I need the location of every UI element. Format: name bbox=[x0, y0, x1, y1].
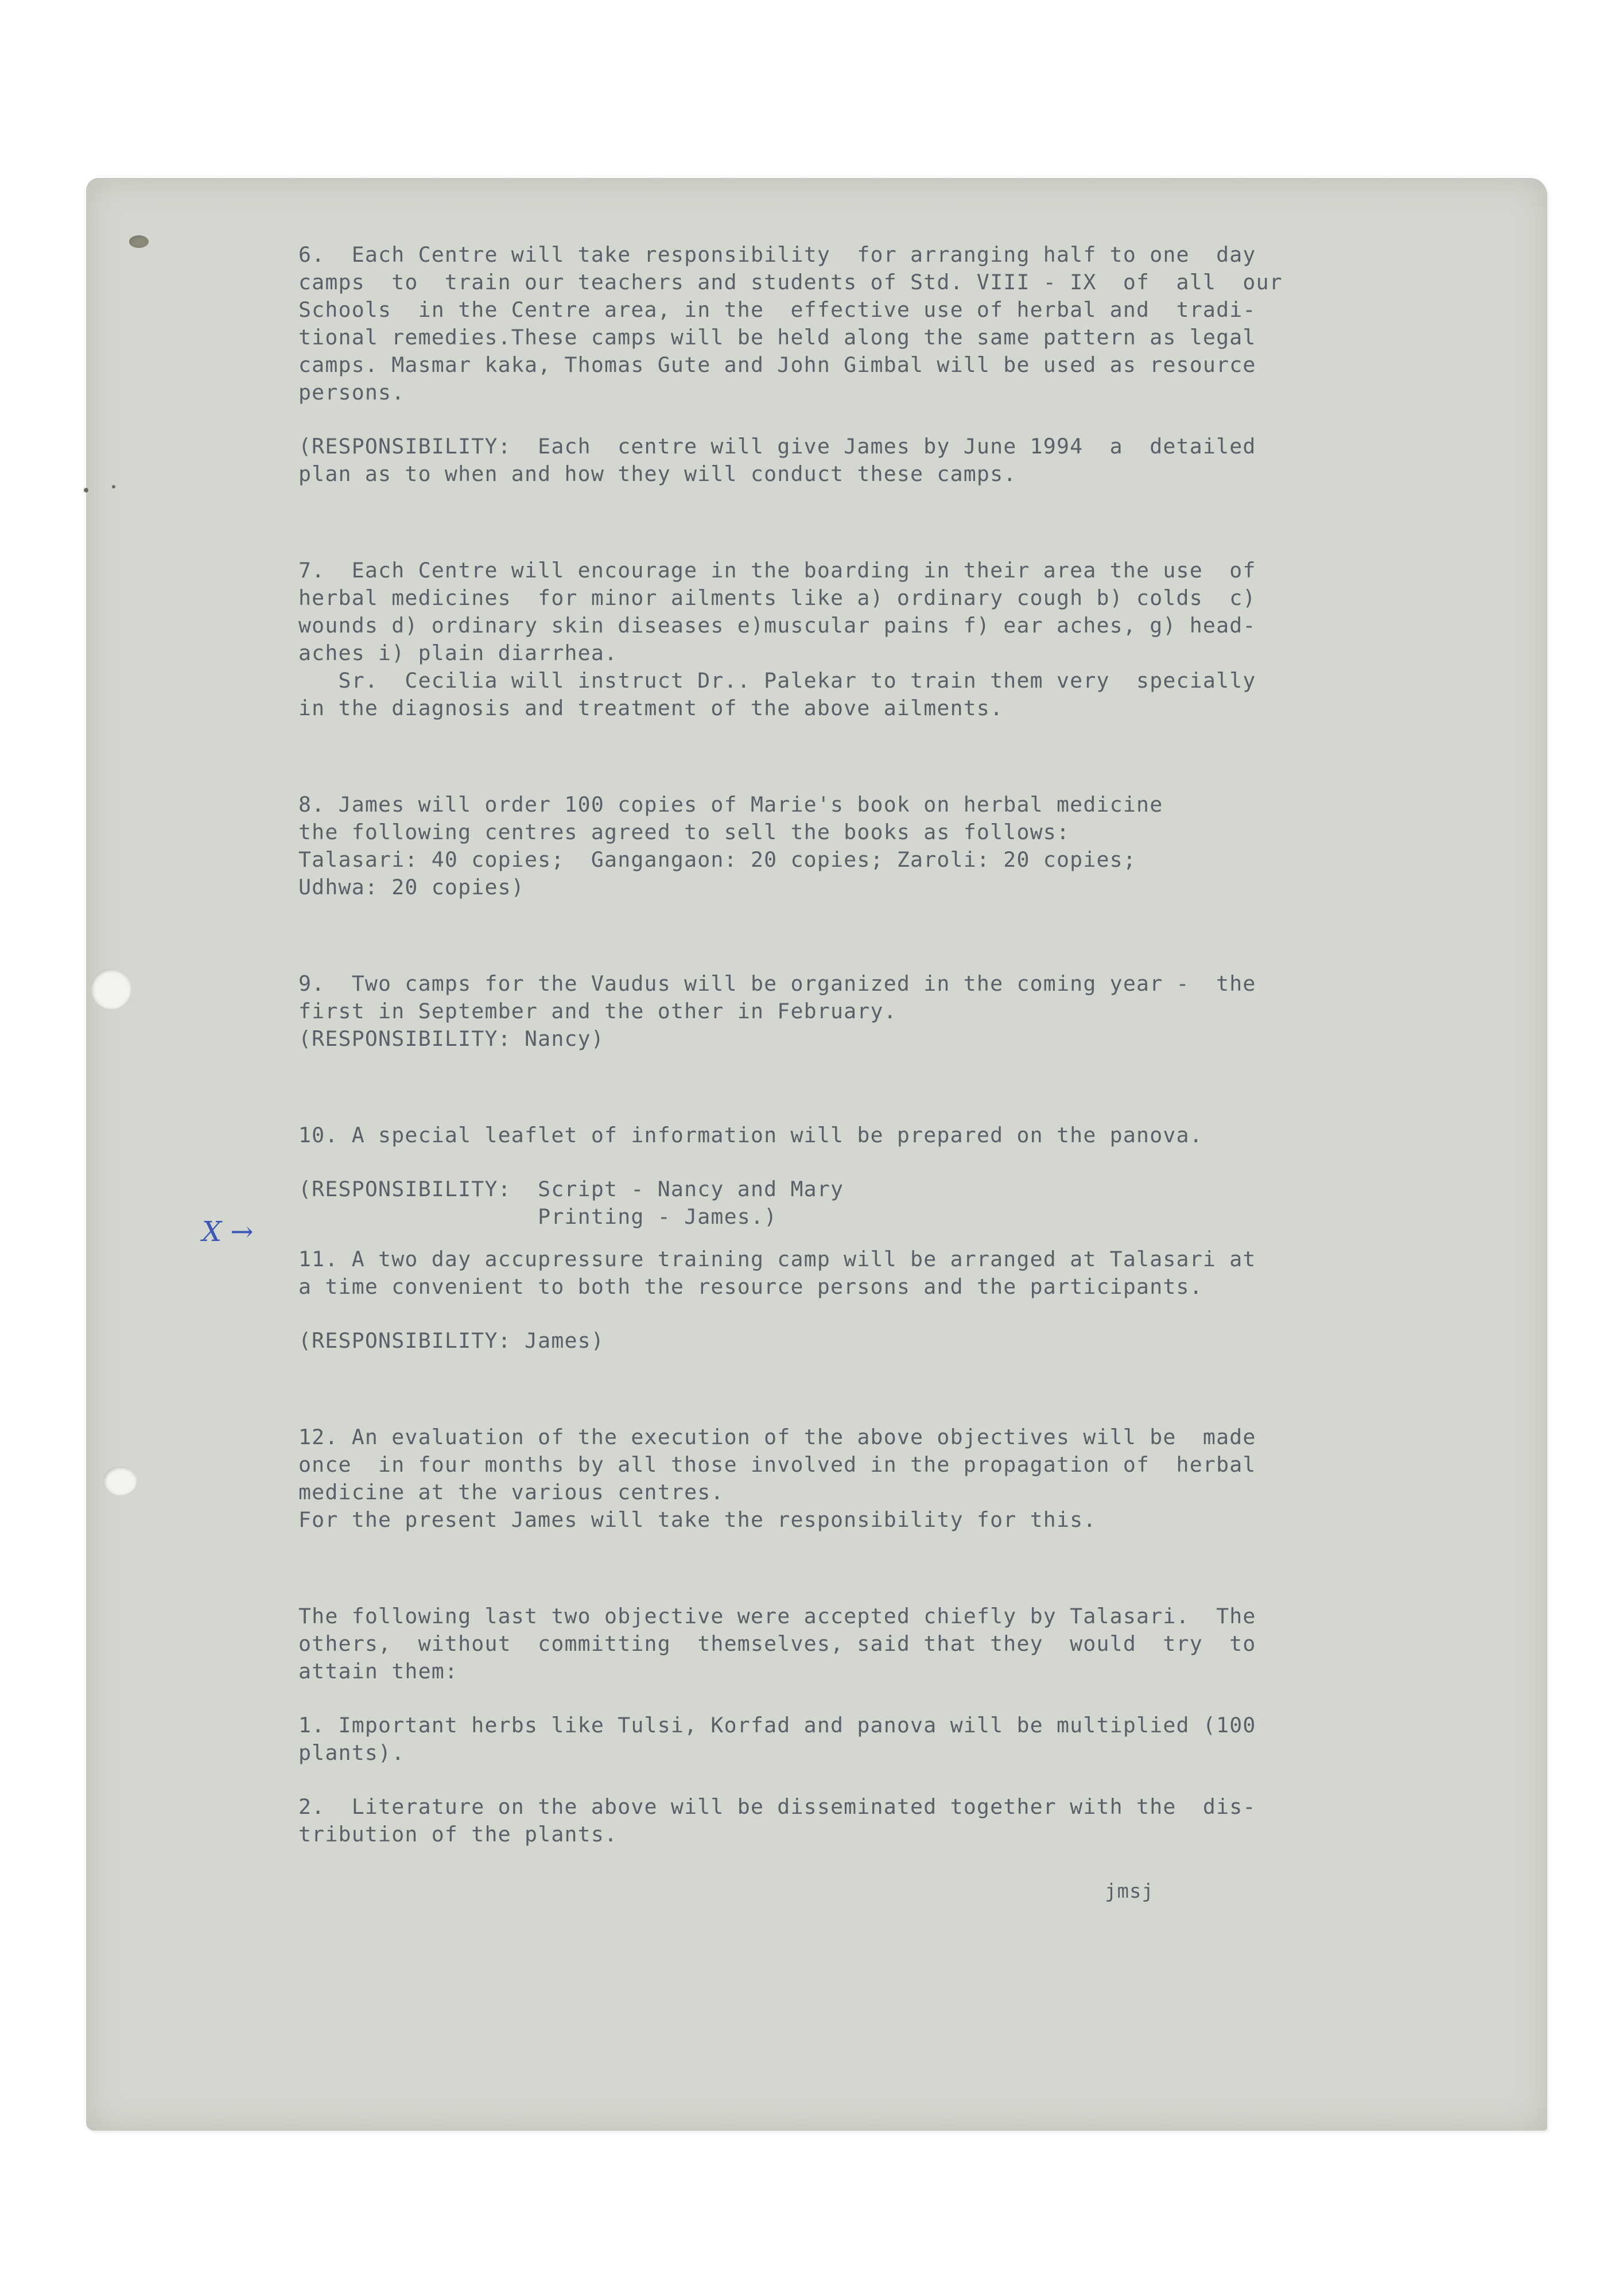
text-line: attain them: bbox=[298, 1659, 459, 1684]
text-line: Schools in the Centre area, in the effective use of herbal and tradi- bbox=[298, 297, 1256, 322]
item-11 bbox=[298, 1246, 1469, 1355]
responsibility-line: Printing - James.) bbox=[298, 1204, 778, 1229]
text-line: camps to train our teachers and students of Std. VIII - IX of all our bbox=[298, 270, 1283, 294]
text-line: the following centres agreed to sell the books as follows: bbox=[298, 820, 1070, 844]
text-line: in the diagnosis and treatment of the above ailments. bbox=[298, 696, 1004, 720]
text-line: herbal medicines for minor ailments like a) ordinary cough b) colds c) bbox=[298, 585, 1256, 610]
text-line: camps. Masmar kaka, Thomas Gute and John Gimbal will be used as resource bbox=[298, 352, 1256, 377]
author-initials: jmsj bbox=[1105, 1880, 1154, 1903]
text-line: a time convenient to both the resource persons and the participants. bbox=[298, 1274, 1203, 1299]
last-item-2 bbox=[298, 1793, 1469, 1848]
item-7 bbox=[298, 557, 1469, 722]
text-line: 6. Each Centre will take responsibility for arranging half to one day bbox=[298, 242, 1256, 267]
text-line: The following last two objective were accepted chiefly by Talasari. The bbox=[298, 1604, 1256, 1628]
stain-spot bbox=[112, 485, 115, 488]
text-line: (RESPONSIBILITY: Nancy) bbox=[298, 1026, 605, 1051]
text-line: 12. An evaluation of the execution of the above objectives will be made bbox=[298, 1425, 1256, 1449]
text-line: first in September and the other in February. bbox=[298, 999, 897, 1023]
item-9 bbox=[298, 970, 1469, 1053]
text-line: 8. James will order 100 copies of Marie's book on herbal medicine bbox=[298, 792, 1163, 817]
responsibility-line: plan as to when and how they will conduct these camps. bbox=[298, 461, 1017, 486]
item-10 bbox=[298, 1122, 1469, 1231]
text-line: 1. Important herbs like Tulsi, Korfad and panova will be multiplied (100 bbox=[298, 1713, 1256, 1737]
punch-hole-top bbox=[129, 235, 149, 248]
item-6 bbox=[298, 241, 1469, 488]
text-line: 2. Literature on the above will be disseminated together with the dis- bbox=[298, 1794, 1256, 1819]
text-line: Talasari: 40 copies; Gangangaon: 20 copies; Zaroli: 20 copies; bbox=[298, 847, 1137, 872]
text-line: tional remedies.These camps will be held along the same pattern as legal bbox=[298, 325, 1256, 350]
text-line: 7. Each Centre will encourage in the boarding in their area the use of bbox=[298, 558, 1256, 583]
text-line: tribution of the plants. bbox=[298, 1822, 618, 1847]
text-line: Udhwa: 20 copies) bbox=[298, 875, 525, 899]
item-12 bbox=[298, 1424, 1469, 1534]
text-line: plants). bbox=[298, 1740, 405, 1765]
text-line: 10. A special leaflet of information will be prepared on the panova. bbox=[298, 1123, 1203, 1147]
stain-spot bbox=[84, 488, 88, 492]
responsibility-line: (RESPONSIBILITY: Script - Nancy and Mary bbox=[298, 1177, 844, 1201]
item-8 bbox=[298, 791, 1469, 901]
document-body bbox=[298, 241, 1469, 1848]
responsibility-line: (RESPONSIBILITY: James) bbox=[298, 1328, 605, 1353]
text-line: aches i) plain diarrhea. bbox=[298, 641, 618, 665]
text-line: Sr. Cecilia will instruct Dr.. Palekar to train them very specially bbox=[298, 668, 1256, 693]
punch-hole-lower bbox=[103, 1467, 137, 1495]
text-line: wounds d) ordinary skin diseases e)muscular pains f) ear aches, g) head- bbox=[298, 613, 1256, 638]
text-line: once in four months by all those involved in the propagation of herbal bbox=[298, 1452, 1256, 1477]
text-line: persons. bbox=[298, 380, 405, 405]
text-line: others, without committing themselves, said that they would try to bbox=[298, 1631, 1256, 1656]
closing-intro bbox=[298, 1603, 1469, 1685]
responsibility-line: (RESPONSIBILITY: Each centre will give James by June 1994 a detailed bbox=[298, 434, 1256, 459]
handwritten-margin-note: X → bbox=[202, 1216, 254, 1248]
text-line: 11. A two day accupressure training camp will be arranged at Talasari at bbox=[298, 1247, 1256, 1271]
text-line: For the present James will take the responsibility for this. bbox=[298, 1507, 1097, 1532]
text-line: 9. Two camps for the Vaudus will be organized in the coming year - the bbox=[298, 971, 1256, 996]
text-line: medicine at the various centres. bbox=[298, 1480, 724, 1504]
last-item-1 bbox=[298, 1712, 1469, 1767]
punch-hole-middle bbox=[91, 969, 131, 1009]
